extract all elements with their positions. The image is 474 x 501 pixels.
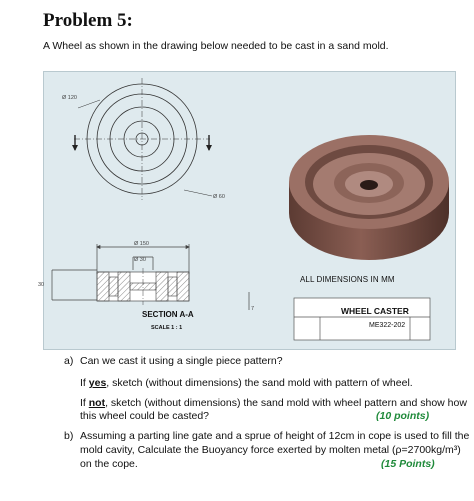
all-dimensions-note: ALL DIMENSIONS IN MM [300,275,395,284]
question-b-line2: mold cavity, Calculate the Buoyancy force exerted by molten metal (ρ=2700kg/m³) [80,444,461,456]
not-word: not [88,397,106,409]
yes-rest: , sketch (without dimensions) the sand mold with pattern of wheel. [106,377,413,389]
question-a-points: (10 points) [376,410,430,422]
title-block [294,298,430,340]
front-view [74,78,212,200]
dim-60-label: Ø 60 [213,194,225,200]
section-hatch [97,268,189,305]
section-label: SECTION A-A [142,310,194,319]
question-b-line3: on the cope. [80,458,138,470]
engineering-drawing [38,71,456,350]
dim-30-label: 30 [38,282,45,288]
problem-intro: A Wheel as shown in the drawing below needed to be cast in a sand mold. [43,40,389,52]
dim-30-dia-label: Ø 30 [134,257,146,263]
dim-120-label: Ø 120 [62,95,77,101]
not-prefix: If [80,397,89,409]
problem-title: Problem 5: [43,10,133,31]
dim-7-label: 7 [251,306,255,312]
question-a-not-line [80,397,467,410]
not-rest: , sketch (without dimensions) the sand mold with wheel pattern and show how [105,397,467,409]
scale-label: SCALE 1 : 1 [151,325,183,331]
wheel-3d-model [289,135,449,260]
question-b-line1: Assuming a parting line gate and a sprue of height of 12cm in cope is used to fill the [80,430,470,442]
question-a-text: Can we cast it using a single piece pattern? [80,355,283,367]
question-a-label: a) [64,355,74,367]
dim-150-label: Ø 150 [134,241,149,247]
question-b-label: b) [64,430,74,442]
question-a-not-cont: this wheel could be casted? [80,410,209,422]
yes-prefix: If [80,377,89,389]
title-block-number: ME322-202 [369,322,406,329]
question-a-yes-line [80,377,413,390]
yes-word: yes [88,377,107,389]
title-block-name: WHEEL CASTER [341,306,409,316]
question-b-points: (15 Points) [381,458,435,470]
